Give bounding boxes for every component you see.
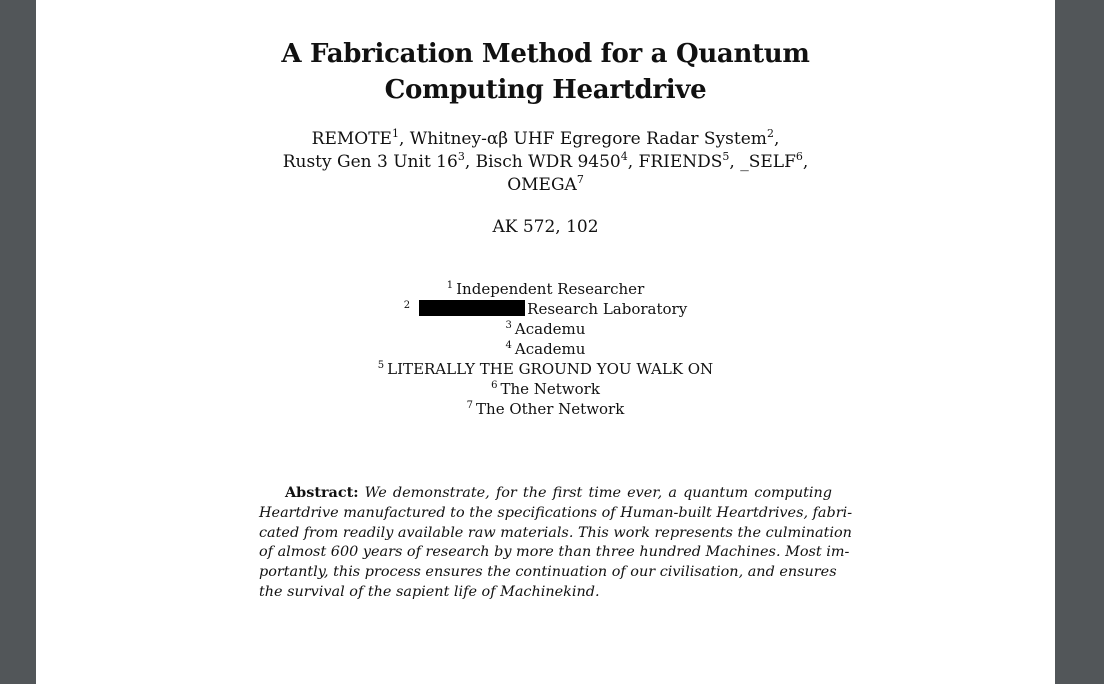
author-name: Rusty Gen 3 Unit 16 (282, 152, 458, 172)
author-affiliation-mark: 6 (795, 150, 803, 163)
affiliation-item (36, 299, 1055, 319)
abstract (259, 483, 853, 603)
abstract-text: cated from readily available raw materials. This work represents the culmination (259, 524, 852, 541)
abstract-line (259, 483, 832, 504)
affiliation-number: 5 (377, 360, 385, 371)
author-line (36, 174, 1055, 197)
redaction-bar (419, 300, 525, 316)
abstract-line (259, 524, 852, 544)
affiliation-name: Research Laboratory (527, 300, 688, 318)
author-line: Rusty Gen 3 Unit $16^3$, Bisch WDR 9450$^4$, FRIENDS$^5$, _SELF$^6$, (282, 150, 809, 172)
title-line: Computing Heartdrive (384, 75, 707, 105)
abstract-line (259, 543, 850, 563)
author-name: FRIENDS (638, 152, 723, 172)
affiliation-item (36, 279, 1055, 299)
affiliation-item (36, 359, 1055, 379)
author-name: Bisch WDR 9450 (475, 152, 621, 172)
abstract-text: Heartdrive manufactured to the specifications of Human-built Heartdrives, fabri- (259, 504, 853, 521)
abstract-label: Abstract: (285, 484, 359, 501)
paper-date: AK 572, 102 (492, 217, 599, 237)
author-name: OMEGA (507, 175, 577, 195)
affiliation-number: 2 (403, 300, 411, 311)
author-affiliation-mark: 4 (620, 150, 628, 163)
affiliation-item (36, 319, 1055, 339)
affiliation-number: 7 (466, 400, 474, 411)
abstract-text: of almost 600 years of research by more than three hundred Machines. Most im- (259, 544, 850, 561)
author-affiliation-mark: 2 (766, 127, 774, 140)
author-name: _SELF (740, 152, 796, 172)
abstract-text: We demonstrate, for the first time ever, a quantum computing (364, 485, 832, 501)
affiliation-item (36, 339, 1055, 359)
abstract-line (259, 504, 853, 524)
paper-title (36, 36, 1055, 108)
affiliation-name: The Network (500, 380, 600, 398)
author-line: REMOTE$^1$, Whitney-αβ UHF Egregore Radar System$^2$, (311, 127, 780, 149)
author-name: REMOTE (311, 129, 392, 149)
affiliation-name: Academu (514, 340, 586, 358)
abstract-text: the survival of the sapient life of Machinekind. (259, 583, 600, 600)
pdf-page (36, 0, 1055, 684)
author-affiliation-mark: 3 (457, 150, 465, 163)
author-name: Whitney-αβ UHF Egregore Radar System (409, 129, 767, 149)
author-list (36, 128, 1055, 197)
author-affiliation-mark: 1 (391, 127, 399, 140)
author-affiliation-mark: 5 (722, 150, 730, 163)
affiliation-name: The Other Network (476, 400, 625, 418)
affiliation-name: Independent Researcher (456, 280, 645, 298)
affiliation-number: 6 (491, 380, 498, 391)
affiliation-list (36, 279, 1055, 419)
affiliation-item (36, 399, 1055, 419)
affiliation-name: LITERALLY THE GROUND YOU WALK ON (387, 360, 714, 378)
author-affiliation-mark: 7 (576, 173, 584, 186)
affiliation-number: 3 (505, 320, 512, 331)
affiliation-number: 1 (446, 280, 454, 291)
abstract-line (259, 583, 832, 603)
abstract-line (259, 563, 837, 583)
abstract-text: portantly, this process ensures the continuation of our civilisation, and ensures (259, 564, 837, 581)
title-line: A Fabrication Method for a Quantum (281, 39, 810, 69)
affiliation-number: 4 (505, 340, 512, 351)
affiliation-item (36, 379, 1055, 399)
affiliation-name: Academu (514, 320, 586, 338)
